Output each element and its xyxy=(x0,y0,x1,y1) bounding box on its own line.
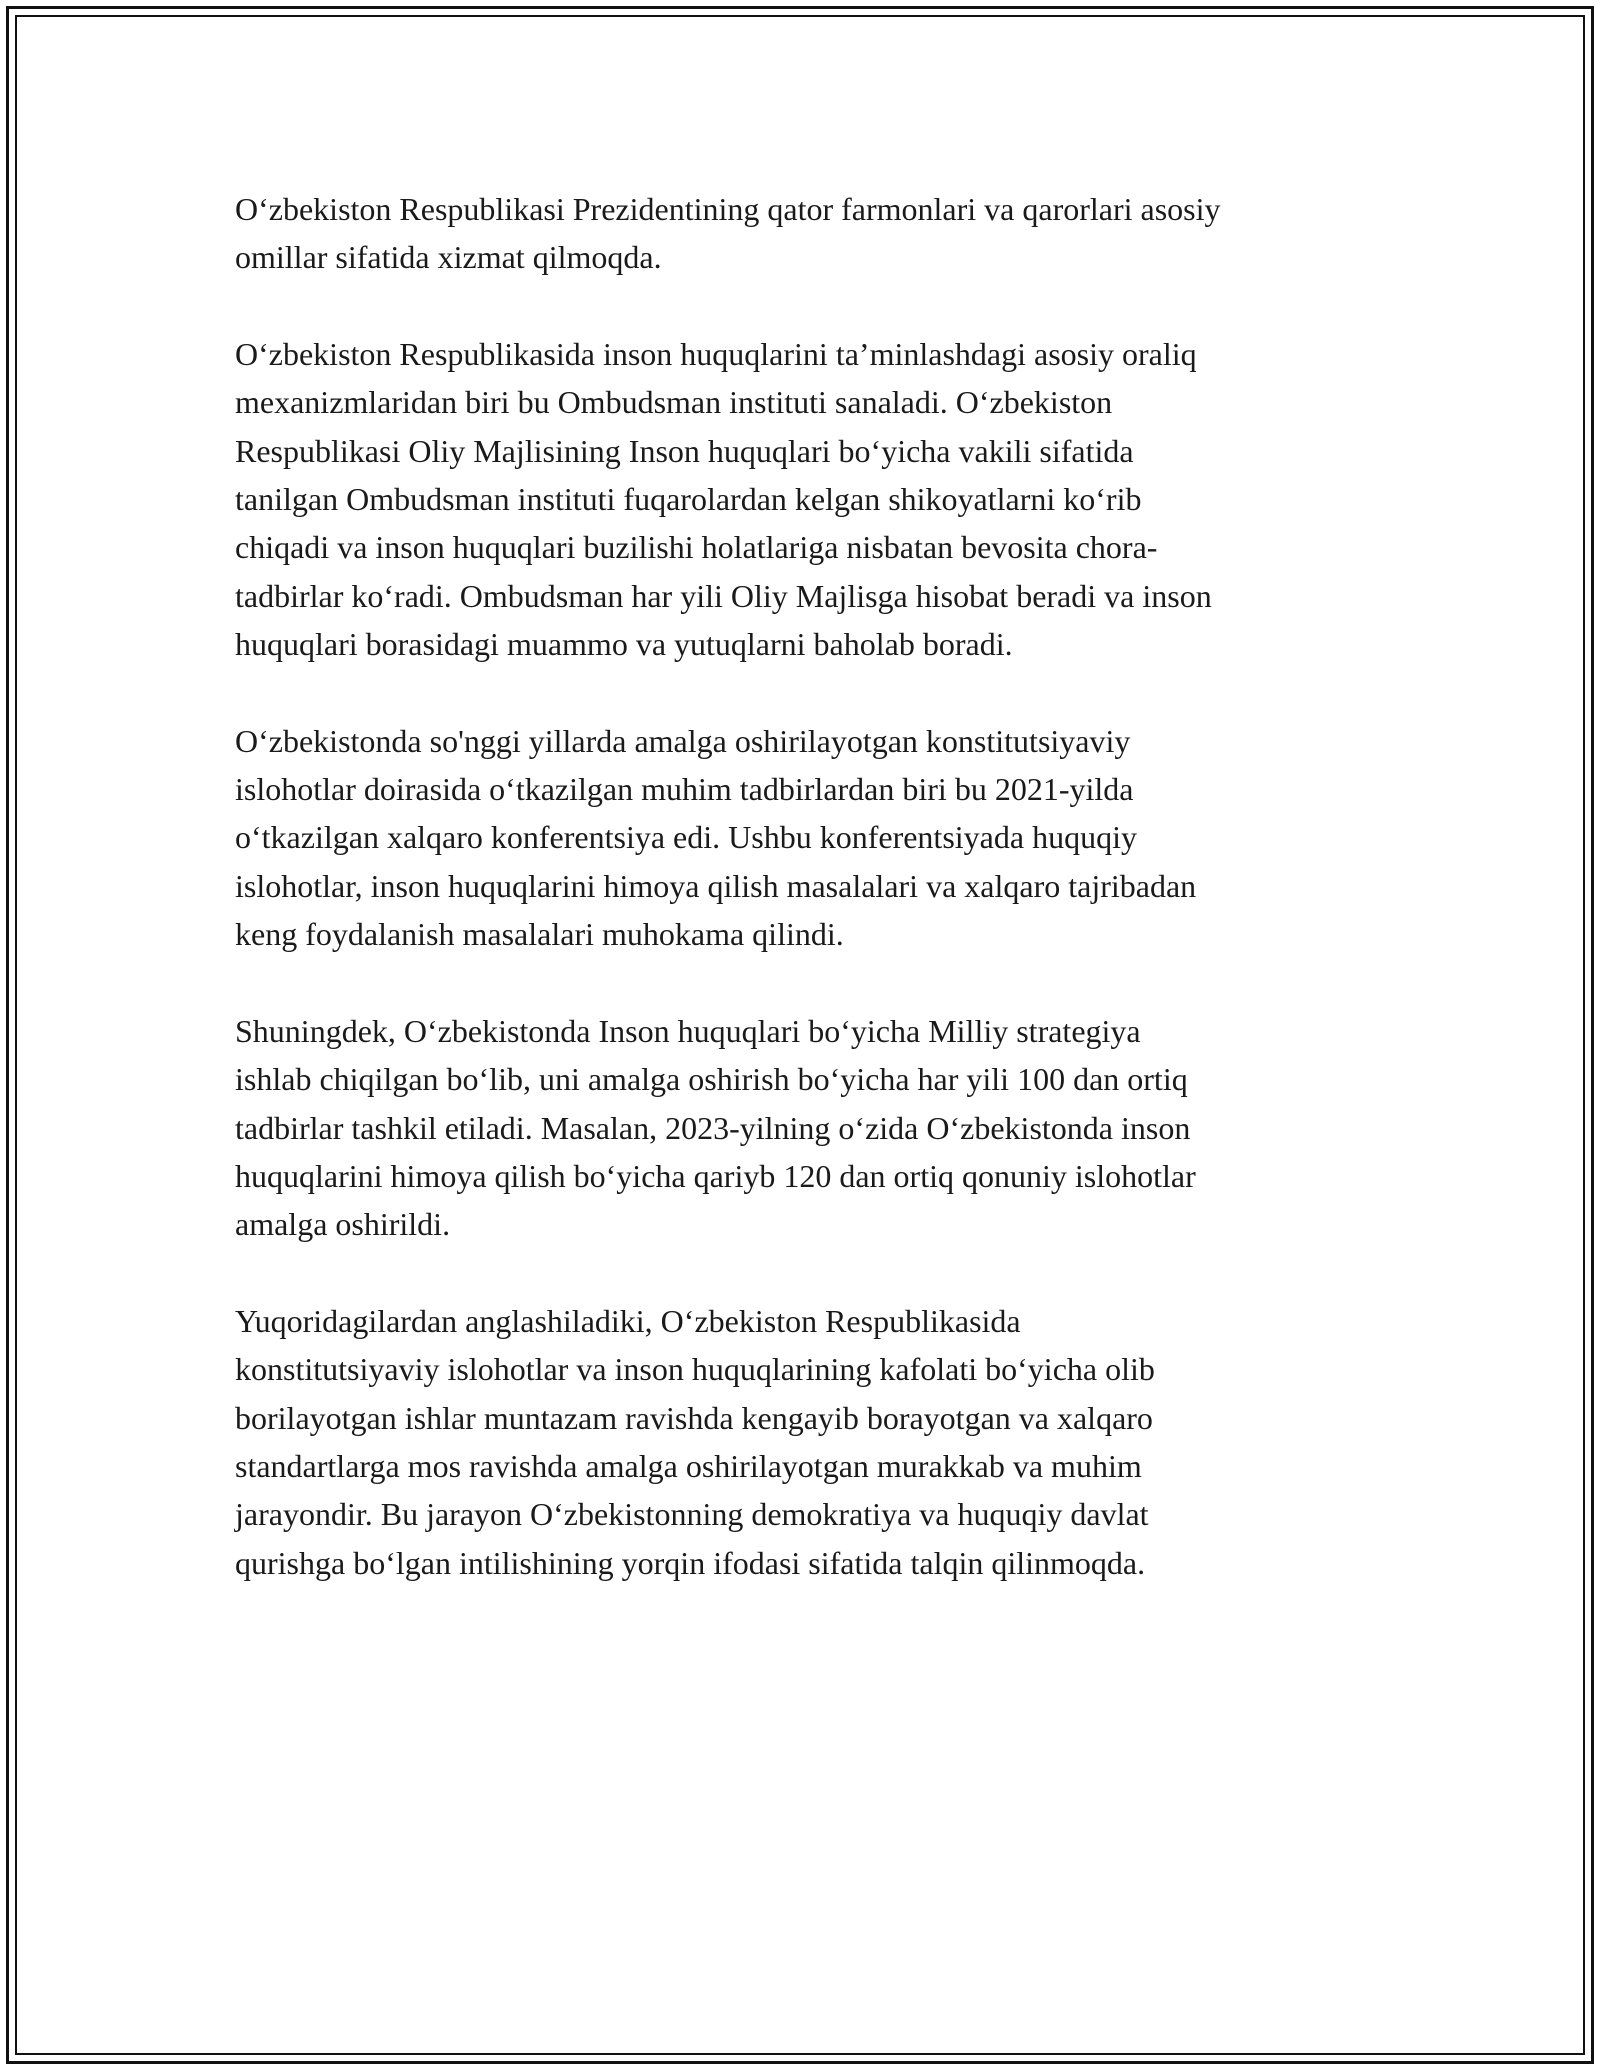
text-line: O‘zbekiston Respublikasi Prezidentining qator farmonlari va qarorlari asosiy xyxy=(235,191,1221,227)
text-line: O‘zbekistonda so'nggi yillarda amalga oshirilayotgan konstitutsiyaviy xyxy=(235,722,1131,759)
text-line: Respublikasi Oliy Majlisining Inson huquqlari bo‘yicha vakili sifatida xyxy=(235,432,1134,469)
text-line: amalga oshirildi. xyxy=(235,1206,451,1243)
text-line: mexanizmlaridan biri bu Ombudsman instituti sanaladi. O‘zbekiston xyxy=(235,384,1113,421)
text-line: Yuqoridagilardan anglashiladiki, O‘zbekiston Respublikasida xyxy=(235,1302,1021,1339)
text-line: huquqlari borasidagi muammo va yutuqlarni baholab boradi. xyxy=(235,626,1013,663)
paragraph-2 xyxy=(235,330,1380,669)
text-line: omillar sifatida xizmat qilmoqda. xyxy=(235,239,662,276)
text-line: huquqlarini himoya qilish bo‘yicha qariyb 120 dan ortiq qonuniy islohotlar xyxy=(235,1157,1196,1194)
text-line: O‘zbekiston Respublikasida inson huquqlarini ta’minlashdagi asosiy oraliq xyxy=(235,335,1197,372)
paragraph-1 xyxy=(235,185,1380,282)
text-line: konstitutsiyaviy islohotlar va inson huquqlarining kafolati bo‘yicha olib xyxy=(235,1351,1155,1388)
text-line: chiqadi va inson huquqlari buzilishi holatlariga nisbatan bevosita chora- xyxy=(235,529,1158,566)
text-line: Shuningdek, O‘zbekistonda Inson huquqlari bo‘yicha Milliy strategiya xyxy=(235,1012,1141,1049)
text-line: keng foydalanish masalalari muhokama qilindi. xyxy=(235,916,844,953)
text-line: islohotlar, inson huquqlarini himoya qilish masalalari va xalqaro tajribadan xyxy=(235,867,1197,904)
text-line: islohotlar doirasida o‘tkazilgan muhim tadbirlardan biri bu 2021-yilda xyxy=(235,771,1134,808)
document-body xyxy=(235,185,1380,1635)
text-line: o‘tkazilgan xalqaro konferentsiya edi. Ushbu konferentsiyada huquqiy xyxy=(235,819,1137,856)
text-line: tadbirlar tashkil etiladi. Masalan, 2023-yilning o‘zida O‘zbekistonda inson xyxy=(235,1109,1191,1146)
paragraph-4 xyxy=(235,1007,1380,1249)
text-line: ishlab chiqilgan bo‘lib, uni amalga oshirish bo‘yicha har yili 100 dan ortiq xyxy=(235,1061,1188,1098)
text-line: borilayotgan ishlar muntazam ravishda kengayib borayotgan va xalqaro xyxy=(235,1399,1153,1436)
text-line: qurishga bo‘lgan intilishining yorqin ifodasi sifatida talqin qilinmoqda. xyxy=(235,1544,1146,1581)
paragraph-5 xyxy=(235,1297,1380,1587)
text-line: standartlarga mos ravishda amalga oshirilayotgan murakkab va muhim xyxy=(235,1447,1142,1484)
paragraph-3 xyxy=(235,717,1380,959)
text-line: tanilgan Ombudsman instituti fuqarolardan kelgan shikoyatlarni ko‘rib xyxy=(235,481,1142,518)
text-line: jarayondir. Bu jarayon O‘zbekistonning demokratiya va huquqiy davlat xyxy=(235,1496,1149,1533)
text-line: tadbirlar ko‘radi. Ombudsman har yili Oliy Majlisga hisobat beradi va inson xyxy=(235,577,1212,614)
